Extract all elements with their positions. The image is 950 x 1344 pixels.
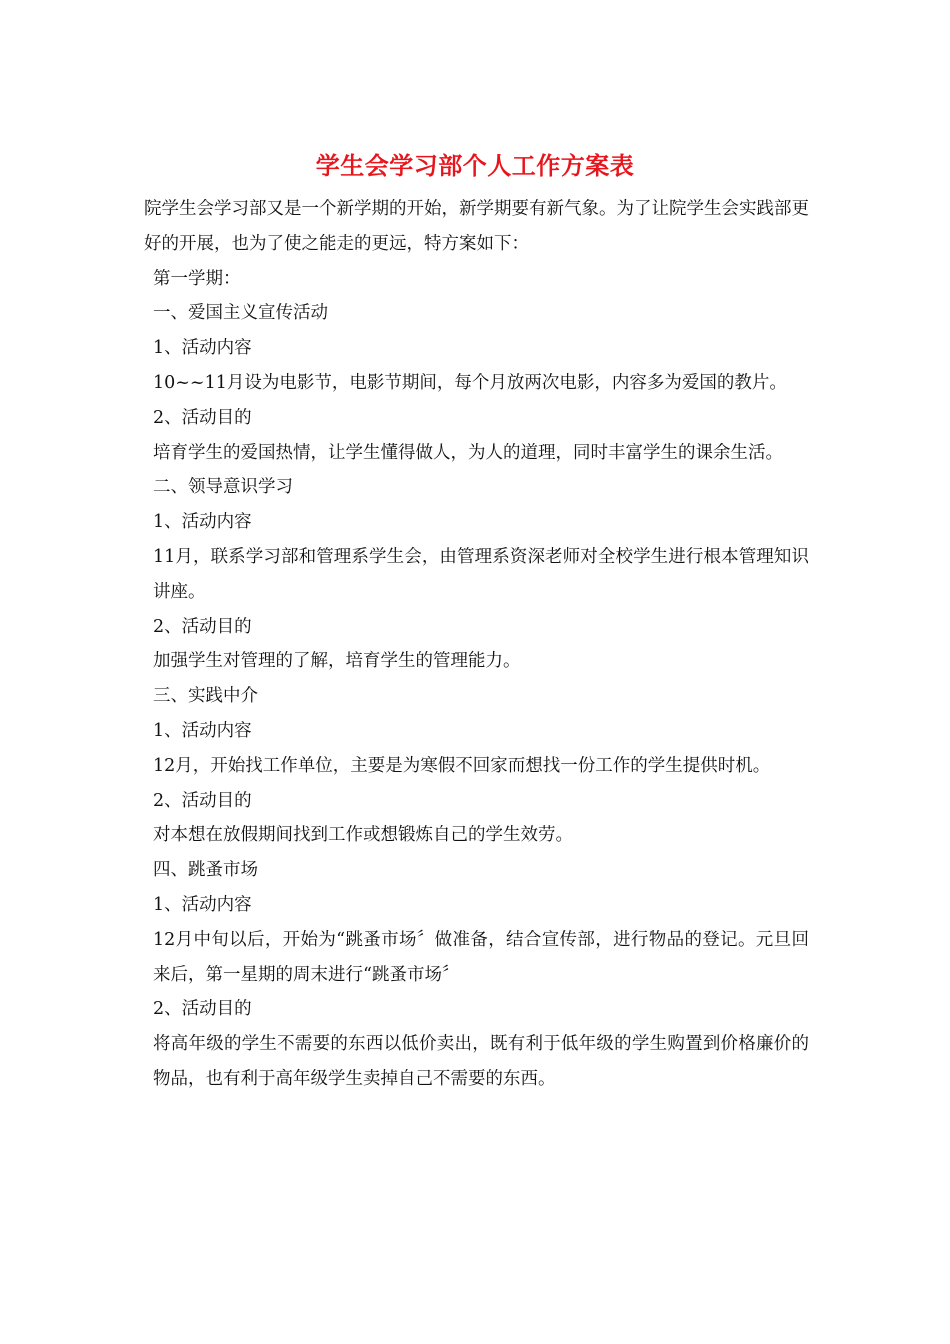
content-paragraph-3: 12月，开始找工作单位，主要是为寒假不回家而想找一份工作的学生提供时机。 — [153, 755, 771, 776]
subheading-purpose-2: 2、活动目的 — [153, 616, 252, 637]
purpose-paragraph-2: 加强学生对管理的了解，培育学生的管理能力。 — [153, 651, 521, 672]
section-heading-2: 二、领导意识学习 — [153, 477, 293, 498]
subheading-content-4: 1、活动内容 — [153, 894, 252, 915]
intro-paragraph: 院学生会学习部又是一个新学期的开始，新学期要有新气象。为了让院学生会实践部更好的开展，也为了使之能走的更远，特方案如下： — [144, 199, 809, 254]
section-heading-1: 一、爱国主义宣传活动 — [153, 303, 328, 324]
purpose-paragraph-3: 对本想在放假期间找到工作或想锻炼自己的学生效劳。 — [153, 825, 573, 846]
subheading-purpose-4: 2、活动目的 — [153, 999, 252, 1020]
subheading-purpose-1: 2、活动目的 — [153, 407, 252, 428]
subheading-content-3: 1、活动内容 — [153, 720, 252, 741]
purpose-paragraph-1: 培育学生的爱国热情，让学生懂得做人，为人的道理，同时丰富学生的课余生活。 — [153, 442, 783, 463]
content-paragraph-2: 11月，联系学习部和管理系学生会，由管理系资深老师对全校学生进行根本管理知识讲座。 — [153, 546, 809, 602]
content-paragraph-1: 10~~11月设为电影节，电影节期间，每个月放两次电影，内容多为爱国的教片。 — [153, 372, 787, 393]
document-title: 学生会学习部个人工作方案表 — [315, 151, 635, 180]
subheading-content-1: 1、活动内容 — [153, 338, 252, 359]
purpose-paragraph-4: 将高年级的学生不需要的东西以低价卖出，既有利于低年级的学生购置到价格廉价的物品，也有利于高年级学生卖掉自己不需要的东西。 — [153, 1034, 809, 1089]
section-heading-4: 四、跳蚤市场 — [153, 860, 258, 881]
section-heading-3: 三、实践中介 — [153, 686, 258, 707]
subheading-purpose-3: 2、活动目的 — [153, 790, 252, 811]
semester-heading: 第一学期： — [153, 268, 241, 289]
content-paragraph-4: 12月中旬以后，开始为“跳蚤市场〞做准备，结合宣传部，进行物品的登记。元旦回来后，第一星期的周末进行“跳蚤市场〞 — [153, 929, 809, 985]
subheading-content-2: 1、活动内容 — [153, 512, 252, 533]
document-body — [144, 192, 809, 1097]
